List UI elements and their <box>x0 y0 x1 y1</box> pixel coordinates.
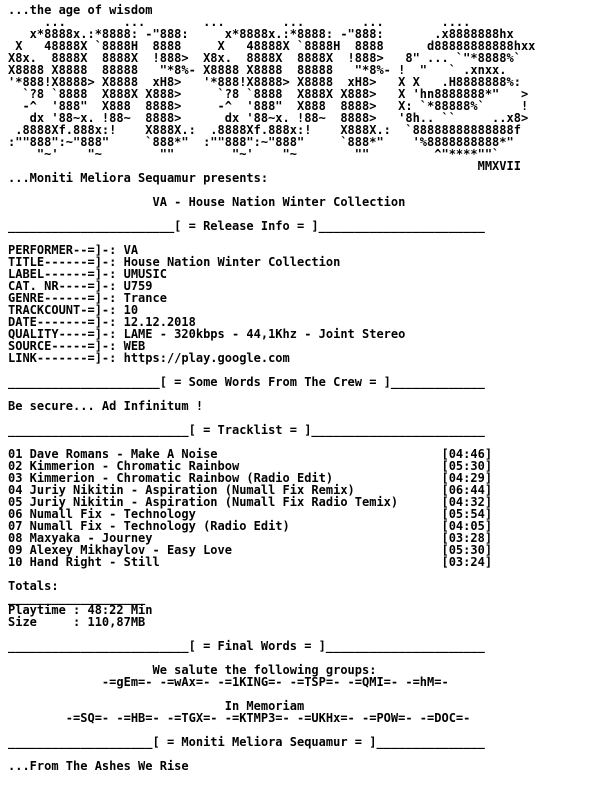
nfo-line: _____________________[ = Some Words From The Crew = ]_____________ <box>8 375 485 389</box>
nfo-line: 10 Hand Right - Still [03:24] <box>8 555 493 569</box>
nfo-line: ____________________[ = Moniti Meliora Sequamur = ]_______________ <box>8 735 485 749</box>
nfo-line: Size : 110,87MB <box>8 615 146 629</box>
nfo-line: :""888":~"888" `888*" :""888":~"888" `888*" '%8888888888*" <box>8 135 514 149</box>
nfo-line: We salute the following groups: <box>8 663 377 677</box>
nfo-line: X8888 X8888 88888 "*8%- X8888 X8888 88888 "*8%- ! " ` .xnxx. <box>8 63 507 77</box>
nfo-line: GENRE------=]-: Trance <box>8 291 167 305</box>
nfo-line: 04 Juriy Nikitin - Aspiration (Numall Fix Remix) [06:44] <box>8 483 493 497</box>
nfo-line: .8888Xf.888x:! X888X.: .8888Xf.888x:! X888X.: `88888888888888f <box>8 123 521 137</box>
nfo-line: CAT. NR----=]-: U759 <box>8 279 153 293</box>
nfo-line: _______________________[ = Release Info = ]_______________________ <box>8 219 485 233</box>
nfo-line: X 48888X `8888H 8888 X 48888X `8888H 8888 d88888888888hxx <box>8 39 536 53</box>
nfo-line: 08 Maxyaka - Journey [03:28] <box>8 531 493 545</box>
nfo-line: 02 Kimmerion - Chromatic Rainbow [05:30] <box>8 459 493 473</box>
nfo-line: 01 Dave Romans - Make A Noise [04:46] <box>8 447 493 461</box>
nfo-line: 07 Numall Fix - Technology (Radio Edit) [04:05] <box>8 519 493 533</box>
nfo-line: -=gEm=- -=wAx=- -=1KING=- -=TSP=- -=QMI=- -=hM=- <box>8 675 449 689</box>
nfo-line: -^ '888" X888 8888> -^ '888" X888 8888> X: `*88888%` ! <box>8 99 529 113</box>
nfo-line: ...the age of wisdom <box>8 3 153 17</box>
nfo-line: ...Moniti Meliora Sequamur presents: <box>8 171 269 185</box>
nfo-line: ...From The Ashes We Rise <box>8 759 189 773</box>
nfo-line: -=SQ=- -=HB=- -=TGX=- -=KTMP3=- -=UKHx=- -=POW=- -=DOC=- <box>8 711 471 725</box>
nfo-line: _________________________[ = Tracklist = ]________________________ <box>8 423 485 437</box>
nfo-line: Playtime : 48:22 Min <box>8 603 153 617</box>
nfo-line: X8x. 8888X 8888X !888> X8x. 8888X 8888X !888> 8" ... `"*8888%` <box>8 51 521 65</box>
nfo-line: 09 Alexey Mikhaylov - Easy Love [05:30] <box>8 543 493 557</box>
nfo-line: MMXVII <box>8 159 521 173</box>
nfo-line: VA - House Nation Winter Collection <box>8 195 406 209</box>
nfo-line: LABEL------=]-: UMUSIC <box>8 267 167 281</box>
nfo-line: dx '88~x. !88~ 8888> dx '88~x. !88~ 8888> '8h.. `` ..x8> <box>8 111 529 125</box>
nfo-line: 06 Numall Fix - Technology [05:54] <box>8 507 493 521</box>
nfo-line: ___________________ <box>8 591 146 605</box>
nfo-line: QUALITY----=]-: LAME - 320kbps - 44,1Khz - Joint Stereo <box>8 327 406 341</box>
nfo-line: _________________________[ = Final Words = ]______________________ <box>8 639 485 653</box>
nfo-line: `?8 `8888 X888X X888> `?8 `8888 X888X X888> X 'hn8888888*" > <box>8 87 529 101</box>
nfo-line: TITLE------=]-: House Nation Winter Collection <box>8 255 341 269</box>
nfo-line: 03 Kimmerion - Chromatic Rainbow (Radio Edit) [04:29] <box>8 471 493 485</box>
nfo-line: Be secure... Ad Infinitum ! <box>8 399 204 413</box>
nfo-line: In Memoriam <box>8 699 305 713</box>
nfo-line: '*888!X8888> X8888 xH8> '*888!X8888> X8888 xH8> X X .H8888888%: <box>8 75 521 89</box>
nfo-line: x*8888x.:*8888: -"888: x*8888x.:*8888: -"888: .x8888888hx <box>8 27 514 41</box>
nfo-line: DATE-------=]-: 12.12.2018 <box>8 315 196 329</box>
nfo-line: 05 Juriy Nikitin - Aspiration (Numall Fix Radio Temix) [04:32] <box>8 495 493 509</box>
nfo-line: PERFORMER--=]-: VA <box>8 243 139 257</box>
nfo-line: Totals: <box>8 579 59 593</box>
nfo-line: ... ... ... ... ... .... <box>8 15 471 29</box>
nfo-line: "~' "~ "" "~' "~ "" ^"****""` <box>8 147 500 161</box>
nfo-line: LINK-------=]-: https://play.google.com <box>8 351 290 365</box>
nfo-line: TRACKCOUNT-=]-: 10 <box>8 303 139 317</box>
nfo-line: SOURCE-----=]-: WEB <box>8 339 146 353</box>
